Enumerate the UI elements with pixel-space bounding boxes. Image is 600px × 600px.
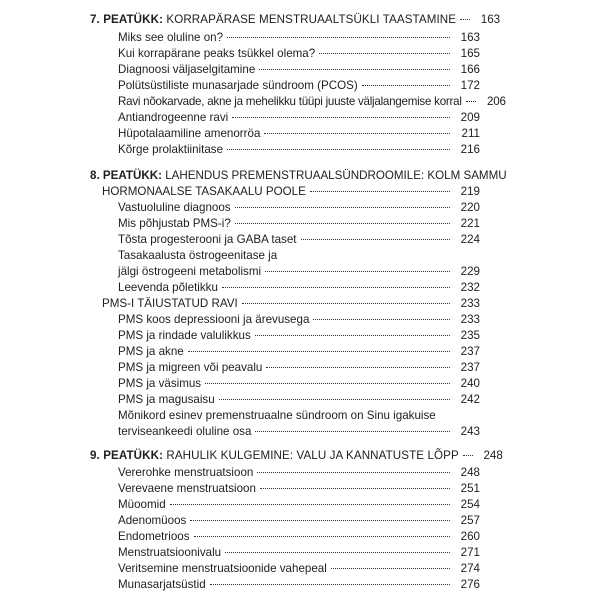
toc-item-page: 209 <box>460 111 480 124</box>
toc-item-page: 251 <box>460 482 480 495</box>
toc-item-page: 237 <box>460 345 480 358</box>
chapter-7-label: PEATÜKK: <box>103 13 164 26</box>
dot-leader <box>310 191 450 192</box>
toc-item-label: jälgi östrogeeni metabolismi <box>118 265 262 278</box>
toc-item[interactable] <box>118 344 480 359</box>
dot-leader <box>225 552 450 553</box>
toc-item-label: Diagnoosi väljaselgitamine <box>118 63 256 76</box>
toc-item[interactable] <box>118 126 480 141</box>
chapter-8-title-line1: LAHENDUS PREMENSTRUAALSÜNDROOMILE: KOLM SAMMU <box>165 169 507 182</box>
toc-item-page: 172 <box>460 79 480 92</box>
toc-item[interactable] <box>118 529 480 544</box>
toc-item-label: Polütsüstiliste munasarjade sündroom (PCOS) <box>118 79 358 92</box>
toc-item-page: 242 <box>460 393 480 406</box>
toc-item-label: Hüpotalaamiline amenorröa <box>118 127 261 140</box>
dot-leader <box>362 85 450 86</box>
toc-item[interactable] <box>118 216 480 231</box>
toc-item-label: PMS ja väsimus <box>118 377 202 390</box>
dot-leader <box>460 19 470 20</box>
toc-item-page: 220 <box>460 201 480 214</box>
toc-item[interactable] <box>118 110 480 125</box>
toc-item-page: 211 <box>461 127 480 140</box>
toc-item-page: 271 <box>460 546 480 559</box>
dot-leader <box>188 351 450 352</box>
dot-leader <box>260 488 450 489</box>
toc-item-page: 276 <box>460 578 480 591</box>
toc-item-label: Leevenda põletikku <box>118 281 218 294</box>
toc-item-label: Müoomid <box>118 498 166 511</box>
toc-item-page: 240 <box>460 377 480 390</box>
toc-item-page: 274 <box>460 562 480 575</box>
toc-item-label: Adenomüoos <box>118 514 187 527</box>
toc-item-label: Tõsta progesterooni ja GABA taset <box>118 233 297 246</box>
toc-item[interactable] <box>118 62 480 77</box>
toc-item[interactable] <box>118 360 480 375</box>
toc-item-label: Tasakaalusta östrogeenitase ja <box>118 249 278 262</box>
toc-item-label: Kui korrapärane peaks tsükkel olema? <box>118 47 316 60</box>
toc-item[interactable] <box>118 481 480 496</box>
toc-item-label: PMS ja migreen või peavalu <box>118 361 263 374</box>
toc-item[interactable] <box>118 577 480 592</box>
chapter-9-number: 9. <box>90 449 100 462</box>
dot-leader <box>235 223 450 224</box>
toc-item[interactable] <box>118 465 480 480</box>
chapter-8-title-line2: HORMONAALSE TASAKAALU POOLE <box>102 185 306 198</box>
chapter-8-page: 219 <box>460 185 480 198</box>
toc-item-label: Menstruatsioonivalu <box>118 546 222 559</box>
chapter-7-title: KORRAPÄRASE MENSTRUAALTSÜKLI TAASTAMINE <box>166 13 457 26</box>
toc-item-label: PMS koos depressiooni ja ärevusega <box>118 313 310 326</box>
toc-item-page: 206 <box>487 95 506 108</box>
dot-leader <box>232 117 450 118</box>
toc-item-page: 224 <box>460 233 480 246</box>
toc-item-page: 243 <box>460 425 480 438</box>
dot-leader <box>265 271 450 272</box>
dot-leader <box>205 383 450 384</box>
dot-leader <box>463 455 473 456</box>
toc-item-page: 166 <box>460 63 480 76</box>
toc-item[interactable] <box>118 424 480 439</box>
toc-item-page: 165 <box>460 47 480 60</box>
dot-leader <box>219 399 450 400</box>
toc-item-label: Mis põhjustab PMS-i? <box>118 217 231 230</box>
toc-item-page: 229 <box>460 265 480 278</box>
toc-item-label: Kõrge prolaktiinitase <box>118 143 224 156</box>
chapter-7-page: 163 <box>480 13 501 26</box>
toc-item-page: 163 <box>460 31 480 44</box>
toc-item-label: Vererohke menstruatsioon <box>118 466 254 479</box>
toc-item-label: PMS ja akne <box>118 345 184 358</box>
dot-leader <box>255 335 450 336</box>
toc-item-page: 233 <box>460 313 480 326</box>
subheading-pms-advanced[interactable] <box>102 296 480 311</box>
toc-item-label: terviseankeedi oluline osa <box>118 425 252 438</box>
toc-item-page: 248 <box>460 466 480 479</box>
toc-item[interactable] <box>118 328 480 343</box>
toc-item[interactable] <box>118 545 480 560</box>
chapter-8-heading-line2[interactable] <box>102 184 480 199</box>
chapter-8-heading-line1[interactable] <box>90 168 507 183</box>
toc-item[interactable] <box>118 392 480 407</box>
toc-item-label: Verevaene menstruatsioon <box>118 482 256 495</box>
toc-item[interactable] <box>118 30 480 45</box>
toc-item-label: Endometrioos <box>118 530 190 543</box>
dot-leader <box>242 303 450 304</box>
subheading-page: 233 <box>460 297 480 310</box>
toc-item[interactable] <box>118 513 480 528</box>
dot-leader <box>227 149 450 150</box>
dot-leader <box>266 367 450 368</box>
chapter-7-heading[interactable] <box>90 12 501 27</box>
chapter-9-label: PEATÜKK: <box>103 449 164 462</box>
dot-leader <box>259 69 450 70</box>
dot-leader <box>222 287 450 288</box>
toc-item-page: 235 <box>460 329 480 342</box>
toc-item-page: 216 <box>460 143 480 156</box>
chapter-7-number: 7. <box>90 13 100 26</box>
dot-leader <box>190 520 450 521</box>
toc-item[interactable] <box>118 142 480 157</box>
subheading-label: PMS-I TÄIUSTATUD RAVI <box>102 297 238 310</box>
dot-leader <box>257 472 450 473</box>
dot-leader <box>319 53 450 54</box>
dot-leader <box>235 207 450 208</box>
toc-item-label: Mõnikord esinev premenstruaalne sündroom on Sinu igakuise <box>118 409 436 422</box>
toc-item-label: PMS ja magusaisu <box>118 393 215 406</box>
toc-item[interactable] <box>118 280 480 295</box>
toc-item-wrapped-line1[interactable] <box>118 248 480 263</box>
toc-item[interactable] <box>118 94 506 109</box>
chapter-9-page: 248 <box>483 449 503 462</box>
dot-leader <box>194 536 450 537</box>
toc-item-label: Vastuoluline diagnoos <box>118 201 231 214</box>
toc-item[interactable] <box>118 264 480 279</box>
toc-item-page: 221 <box>460 217 480 230</box>
toc-item-label: PMS ja rindade valulikkus <box>118 329 251 342</box>
toc-item[interactable] <box>118 376 480 391</box>
dot-leader <box>301 239 450 240</box>
chapter-9-heading[interactable] <box>90 448 503 463</box>
toc-item-wrapped-line1[interactable] <box>118 408 480 423</box>
toc-item-label: Miks see oluline on? <box>118 31 224 44</box>
dot-leader <box>227 37 450 38</box>
chapter-8-label: PEATÜKK: <box>102 169 162 182</box>
toc-item-page: 254 <box>460 498 480 511</box>
dot-leader <box>264 133 450 134</box>
toc-item-label: Ravi nõokarvade, akne ja mehelikku tüüpi juuste väljalangemise korral <box>118 95 462 108</box>
toc-item[interactable] <box>118 200 480 215</box>
toc-item[interactable] <box>118 46 480 61</box>
toc-item-label: Munasarjatsüstid <box>118 578 206 591</box>
toc-item-page: 260 <box>460 530 480 543</box>
toc-item[interactable] <box>118 497 480 512</box>
dot-leader <box>170 504 450 505</box>
toc-item-label: Antiandrogeenne ravi <box>118 111 229 124</box>
toc-item-page: 237 <box>460 361 480 374</box>
chapter-8-number: 8. <box>90 169 100 182</box>
toc-item-page: 257 <box>460 514 480 527</box>
toc-item[interactable] <box>118 561 480 576</box>
dot-leader <box>331 568 450 569</box>
chapter-9-title: RAHULIK KULGEMINE: VALU JA KANNATUSTE LÕPP <box>166 449 459 462</box>
toc-item[interactable] <box>118 232 480 247</box>
dot-leader <box>313 319 450 320</box>
dot-leader <box>210 584 450 585</box>
dot-leader <box>255 431 450 432</box>
dot-leader <box>466 101 476 102</box>
toc-item-page: 232 <box>460 281 480 294</box>
toc-item-label: Veritsemine menstruatsioonide vahepeal <box>118 562 327 575</box>
toc-item[interactable] <box>118 78 480 93</box>
toc-item[interactable] <box>118 312 480 327</box>
